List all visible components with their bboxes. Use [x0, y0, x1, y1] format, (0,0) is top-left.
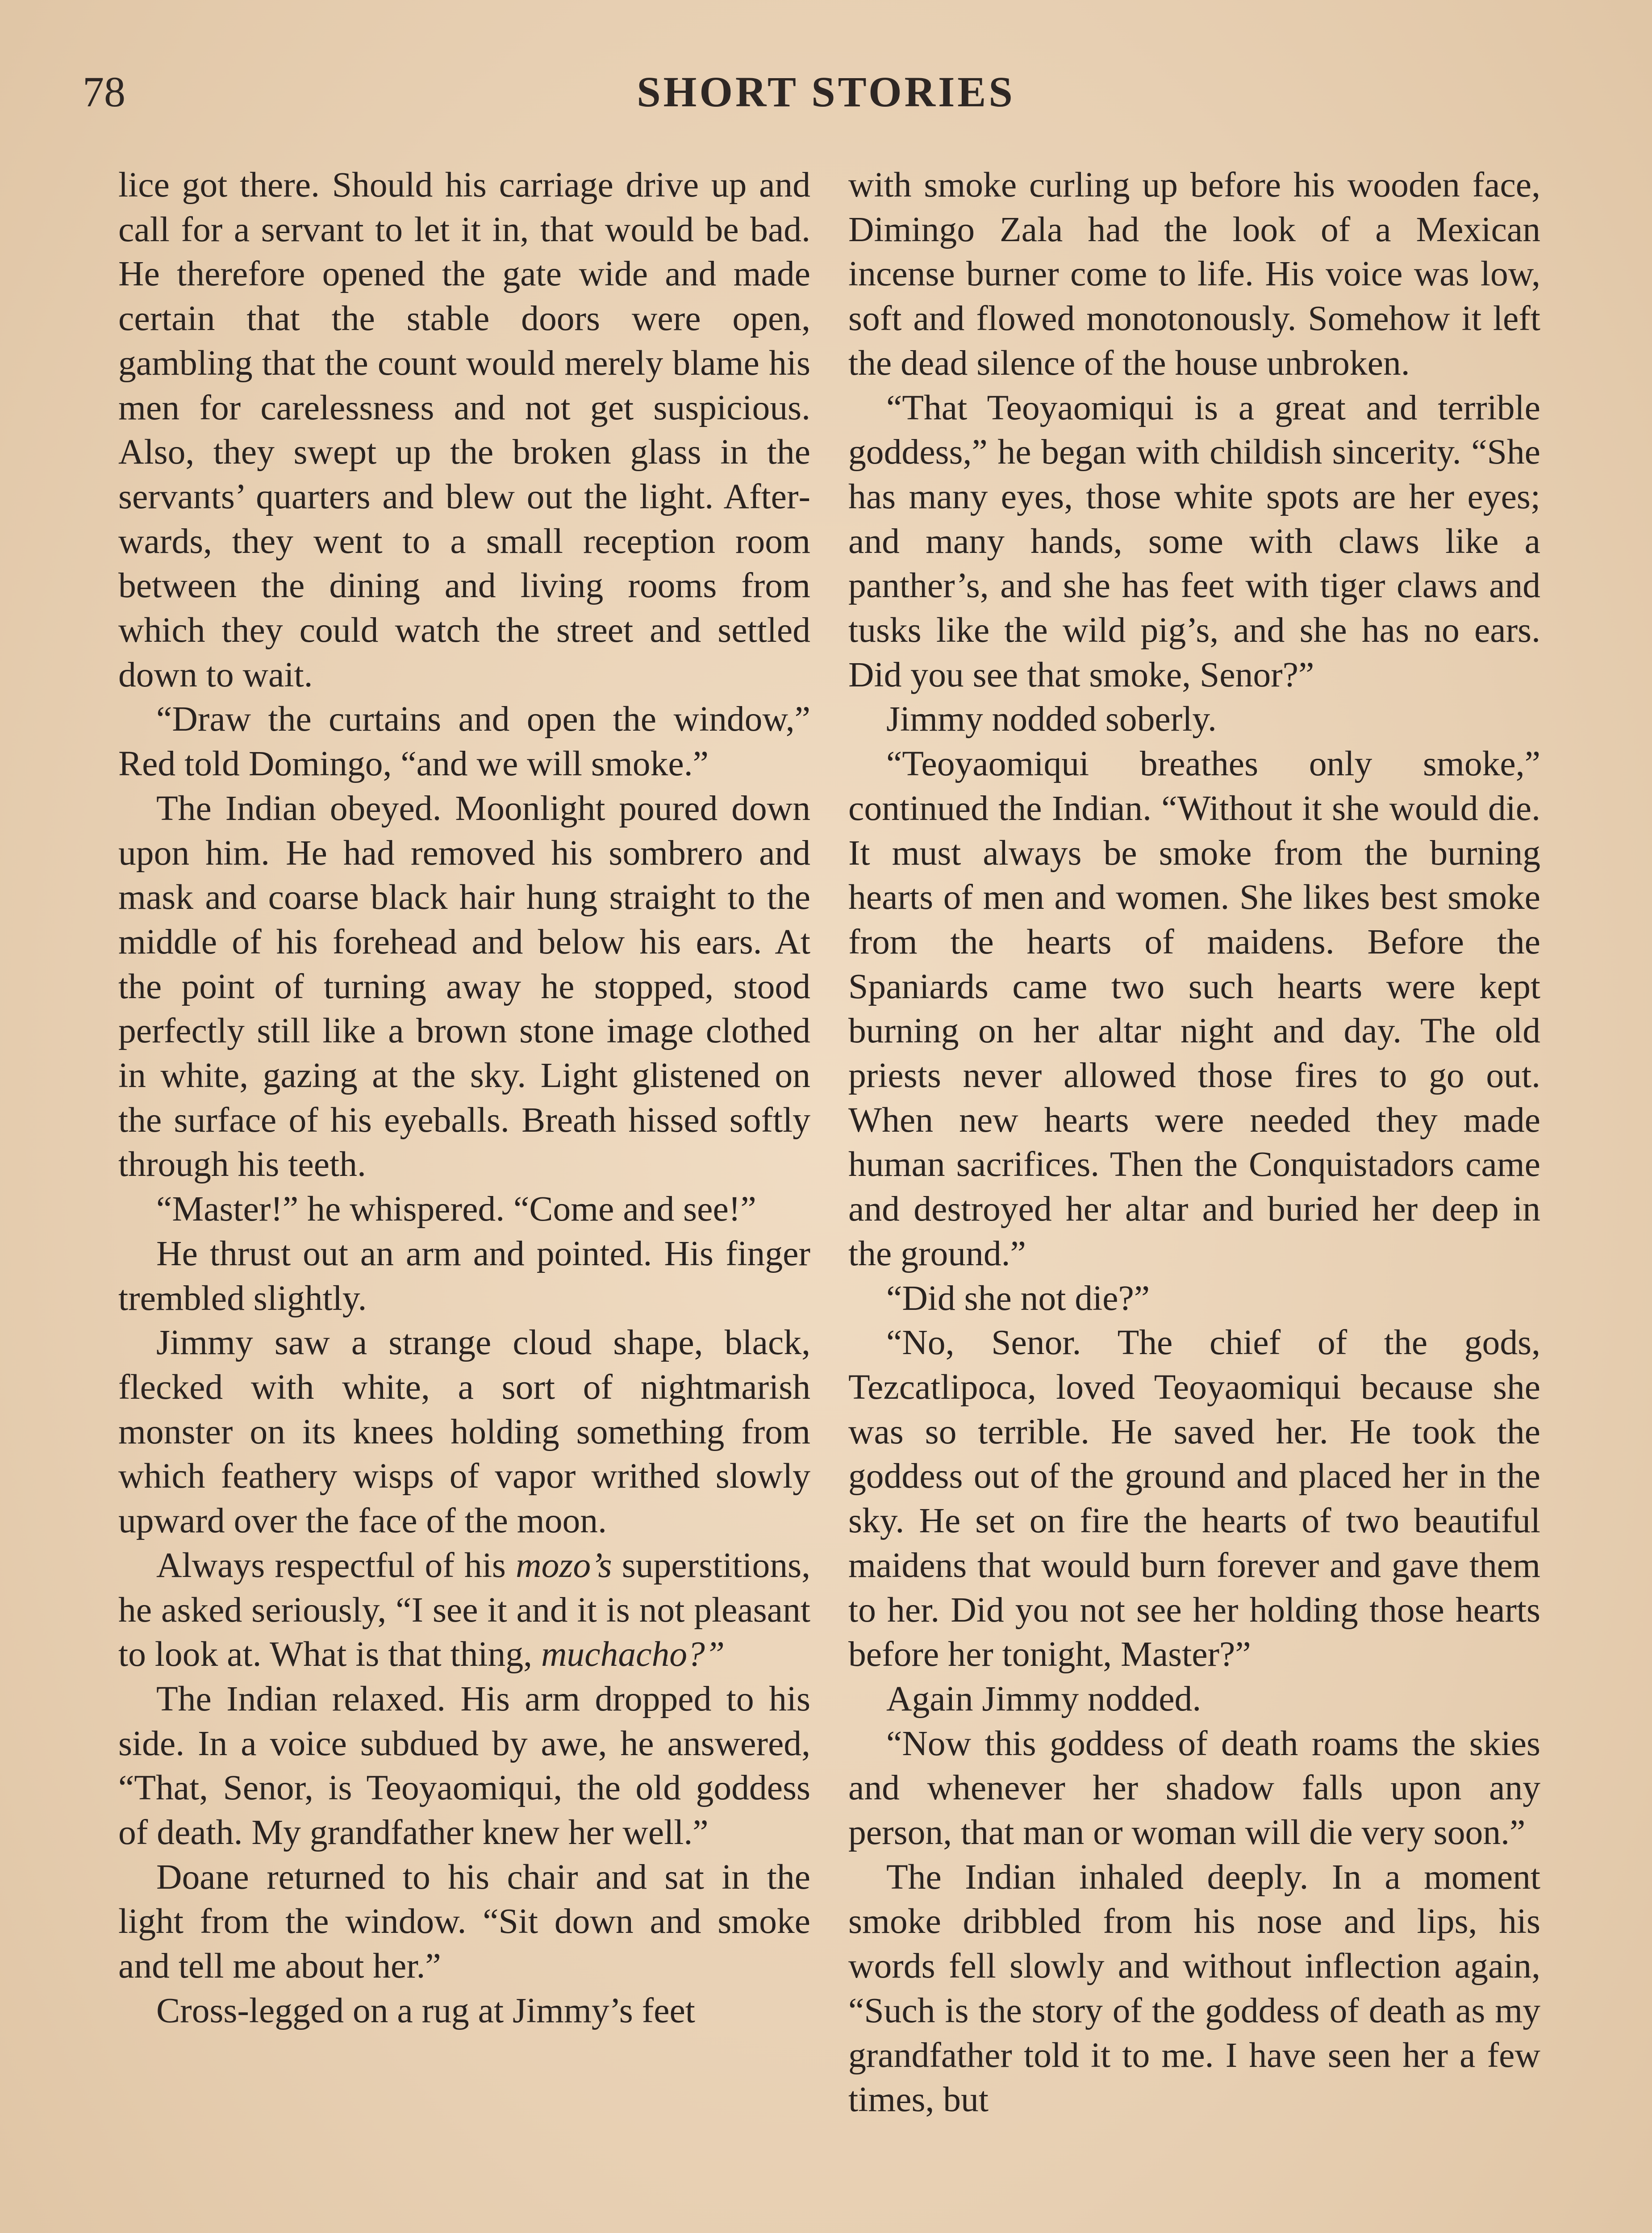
paragraph: “That Teoyaomiqui is a great and terrible goddess,” he began with childish sincerity. “She has many eyes, those white spots are her eyes; and many hands, some with claws like a panther’s, and she has feet with tiger claws and tusks like the wild pig’s, and she has no ears. Did you see that smoke, Senor?”: [848, 388, 1540, 694]
page-header: [0, 67, 1652, 125]
paragraph: Jimmy nodded soberly.: [886, 699, 1217, 739]
paragraph: The Indian obeyed. Moonlight poured down upon him. He had removed his sombrero and mask and coarse black hair hung straight to the middle of his forehead and below his ears. At the point of turning away he stopped, stood perfectly still like a brown stone image clothed in white, gazing at the sky. Light glistened on the surface of his eyeballs. Breath hissed softly through his teeth.: [118, 788, 810, 1184]
paragraph: Jimmy saw a strange cloud shape, black, flecked with white, a sort of nightmarish monster on its knees holding something from which feathery wisps of vapor writhed slowly upward over the face of the moon.: [118, 1323, 810, 1541]
paragraph: Cross-legged on a rug at Jimmy’s feet: [156, 1990, 695, 2030]
running-title: SHORT STORIES: [637, 68, 1015, 116]
paragraph: [118, 1543, 810, 1677]
paragraph: “Master!” he whispered. “Come and see!”: [156, 1189, 756, 1229]
paragraph: Doane returned to his chair and sat in the light from the window. “Sit down and smoke and tell me about her.”: [118, 1857, 810, 1986]
paragraph: “Now this goddess of death roams the skies and whenever her shadow falls upon any person, that man or woman will die very soon.”: [848, 1723, 1540, 1852]
italic-word: mozo’s: [516, 1545, 612, 1585]
paragraph: The Indian inhaled deeply. In a moment smoke dribbled from his nose and lips, his words fell slowly and without inflection again, “Such is the story of the goddess of death as my grandfather told it to me. I have seen her a few times, but: [848, 1857, 1540, 2120]
paragraph: lice got there. Should his carriage drive up and call for a servant to let it in, that would be bad. He therefore opened the gate wide and made certain that the stable doors were open, gambling that the count would merely blame his men for carelessness and not get suspicious. Also, they swept up the broken glass in the servants’ quarters and blew out the light. Afterwards, they went to a small reception room between the dining and living rooms from which they could watch the street and settled down to wait.: [118, 165, 810, 694]
paragraph: “Did she not die?”: [886, 1278, 1150, 1318]
paragraph: “Draw the curtains and open the window,” Red told Domingo, “and we will smoke.”: [118, 699, 810, 784]
left-column: [118, 163, 810, 2033]
italic-word: muchacho?”: [541, 1635, 725, 1674]
paragraph: with smoke curling up before his wooden face, Dimingo Zala had the look of a Mexican incense burner come to life. His voice was low, soft and flowed monotonously. Somehow it left the dead silence of the house unbroken.: [848, 165, 1540, 383]
paragraph: “No, Senor. The chief of the gods, Tezcatlipoca, loved Teoyaomiqui because she was so terrible. He saved her. He took the goddess out of the ground and placed her in the sky. He set on fire the hearts of two beautiful maidens that would burn forever and gave them to her. Did you not see her holding those hearts before her tonight, Master?”: [848, 1323, 1540, 1674]
paragraph: The Indian relaxed. His arm dropped to his side. In a voice subdued by awe, he answered, “That, Senor, is Teoyaomiqui, the old goddess of death. My grandfather knew her well.”: [118, 1679, 810, 1852]
page-number: 78: [83, 68, 125, 116]
paragraph: “Teoyaomiqui breathes only smoke,” continued the Indian. “Without it she would die. It must always be smoke from the burning hearts of men and women. She likes best smoke from the hearts of maidens. Before the Spaniards came two such hearts were kept burning on her altar night and day. The old priests never allowed those fires to go out. When new hearts were needed they made human sacrifices. Then the Conquistadors came and destroyed her altar and buried her deep in the ground.”: [848, 744, 1540, 1273]
text-run: Always respectful of his: [156, 1545, 516, 1585]
paragraph: Again Jimmy nodded.: [886, 1679, 1201, 1719]
paragraph: He thrust out an arm and pointed. His finger trembled slightly.: [118, 1234, 810, 1318]
text-run: superstitions, he asked seriously, “I see it and it is not pleasant to look at. What is that thing,: [118, 1545, 810, 1674]
right-column: [848, 163, 1540, 2122]
